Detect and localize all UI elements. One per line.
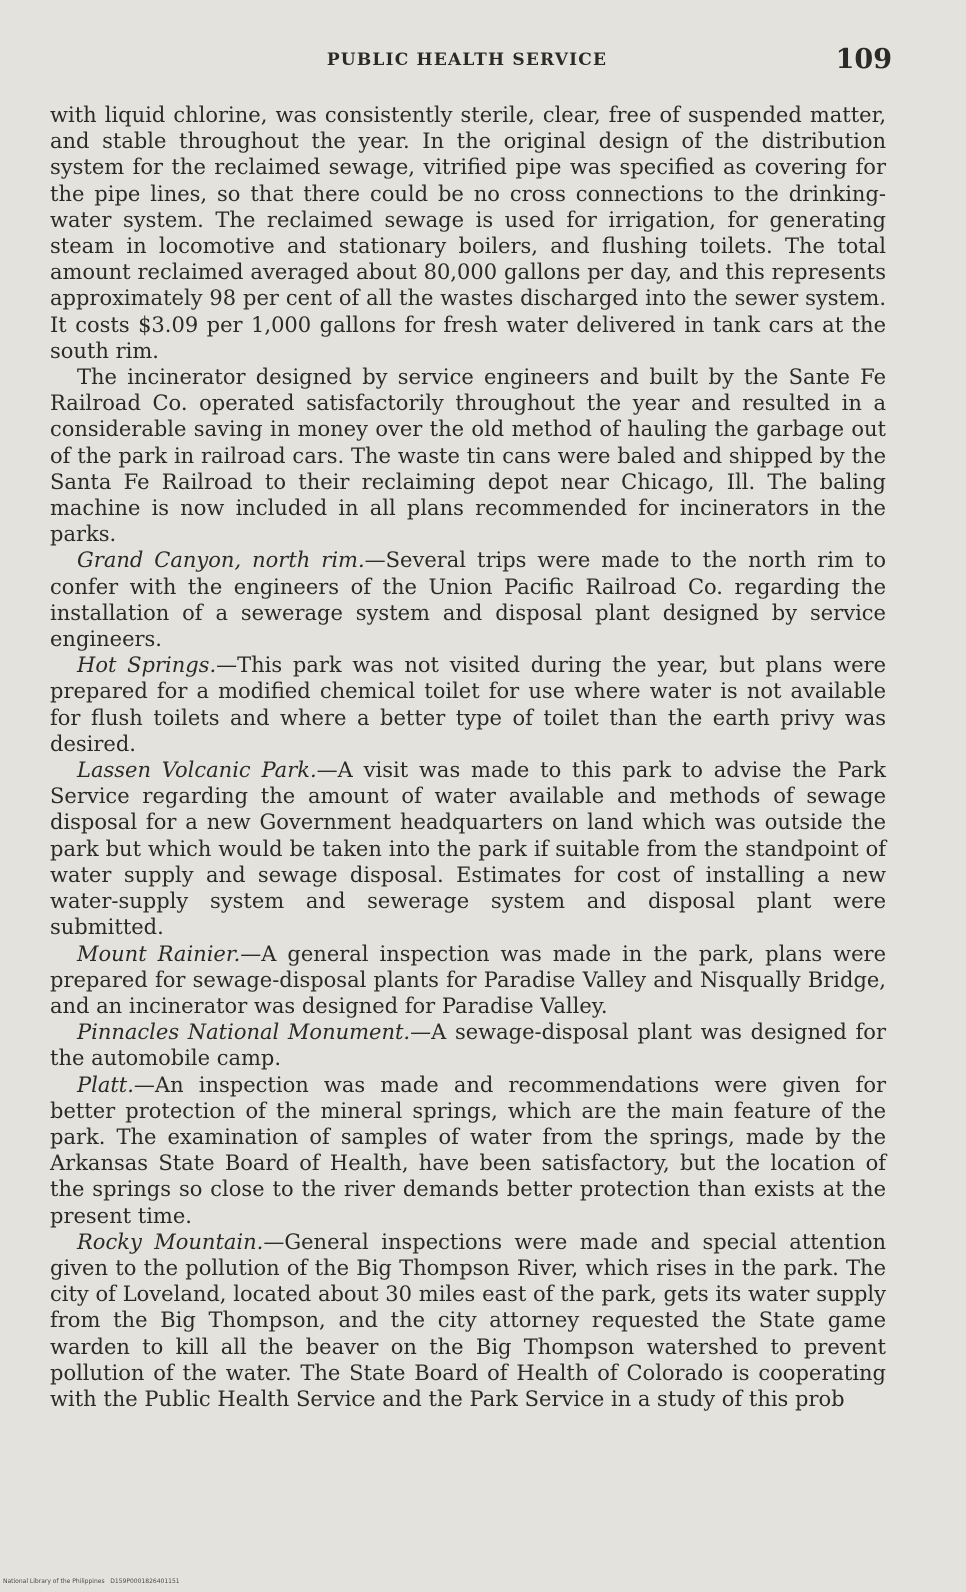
park-name: Platt. (77, 1072, 134, 1097)
park-name: Mount Rainier. (77, 941, 241, 966)
paragraph-rocky-mountain (50, 1229, 886, 1412)
paragraph-hot-springs (50, 652, 886, 757)
paragraph-text: —A general inspection was made in the park, plans were prepared for sewage-disposal plants for Paradise Valley and Nisqually Bridge, and an incinerator was designed for Paradise Valley. (50, 941, 886, 1018)
paragraph-platt (50, 1072, 886, 1229)
paragraph-pinnacles (50, 1019, 886, 1071)
paragraph-text: with liquid chlorine, was consistently sterile, clear, free of suspended matter, and stable throughout the year. In the original design of the distribution system for the reclaimed sewage, vitrified pipe was specified as covering for the pipe lines, so that there could be no cross connections to the drinking-water system. The reclaimed sewage is used for irrigation, for generating steam in locomotive and stationary boilers, and flushing toilets. The total amount reclaimed averaged about 80,000 gallons per day, and this represents approximately 98 per cent of all the wastes discharged into the sewer system. It costs $3.09 per 1,000 gallons for fresh water delivered in tank cars at the south rim. (50, 103, 886, 363)
paragraph-text: —This park was not visited during the year, but plans were prepared for a modified chemical toilet for use where water is not available for flush toilets and where a better type of toilet than the earth privy was desired. (50, 653, 887, 756)
park-name: Hot Springs. (77, 653, 217, 678)
scan-footer-note: National Library of the Philippines D159P0001826401151 (3, 1578, 180, 1585)
body-text (50, 102, 886, 1412)
paragraph-text: —General inspections were made and special attention given to the pollution of the Big Thompson River, which rises in the park. The city of Loveland, located about 30 miles east of the park, gets its water supply from the Big Thompson, and the city attorney requested the State game warden to kill all the beaver on the Big Thompson watershed to prevent pollution of the water. The State Board of Health of Colorado is cooperating with the Public Health Service and the Park Service in a study of this prob (50, 1229, 886, 1411)
paragraph-text: —A visit was made to this park to advise the Park Service regarding the amount of water available and methods of sewage disposal for a new Government headquarters on land which was outside the park but which would be taken into the park if suitable from the standpoint of water supply and sewage disposal. Estimates for cost of installing a new water-supply system and sewerage system and disposal plant were submitted. (50, 758, 886, 940)
paragraph-lassen-volcanic (50, 757, 886, 940)
park-name: Rocky Mountain. (77, 1229, 264, 1254)
park-name: Lassen Volcanic Park. (77, 758, 317, 783)
paragraph-text: The incinerator designed by service engineers and built by the Sante Fe Railroad Co. operated satisfactorily throughout the year and resulted in a considerable saving in money over the old method of hauling the garbage out of the park in railroad cars. The waste tin cans were baled and shipped by the Santa Fe Railroad to their reclaiming depot near Chicago, Ill. The baling machine is now included in all plans recommended for incinerators in the parks. (50, 365, 886, 547)
paragraph-grand-canyon-north-rim (50, 547, 886, 652)
paragraph-mount-rainier (50, 941, 886, 1020)
park-name: Grand Canyon, north rim. (77, 548, 365, 573)
paragraph-continuation (50, 102, 886, 364)
paragraph-text: —A sewage-disposal plant was designed for the automobile camp. (50, 1020, 886, 1071)
paragraph-text: —An inspection was made and recommendations were given for better protection of the mineral springs, which are the main feature of the park. The examination of samples of water from the springs, made by the Arkansas State Board of Health, have been satisfactory, but the location of the springs so close to the river demands better protection than exists at the present time. (50, 1072, 886, 1228)
paragraph-text: —Several trips were made to the north rim to confer with the engineers of the Union Pacific Railroad Co. regarding the installation of a sewerage system and disposal plant designed by service engineers. (50, 548, 886, 652)
page-header (48, 44, 892, 84)
park-name: Pinnacles National Monument. (77, 1020, 411, 1045)
page-number: 109 (835, 44, 892, 75)
running-head: PUBLIC HEALTH SERVICE (326, 50, 608, 70)
paragraph-incinerator (50, 364, 886, 547)
